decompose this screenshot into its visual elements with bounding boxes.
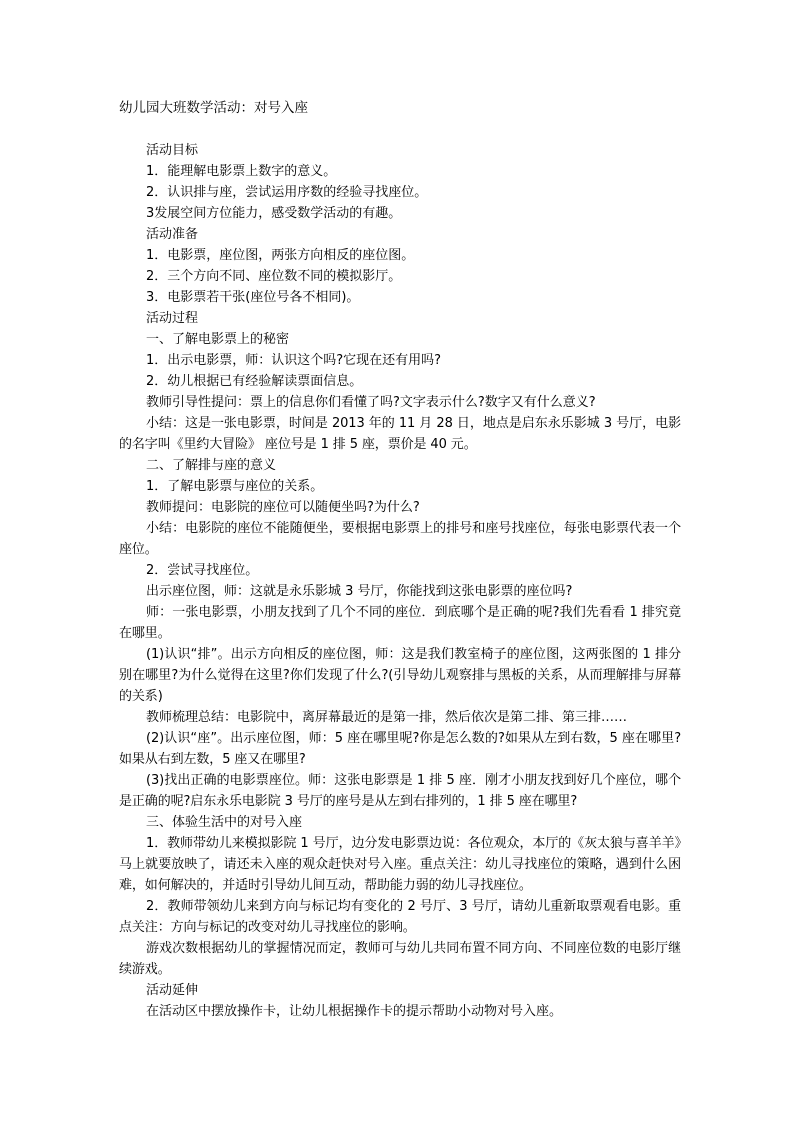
paragraph: 出示座位图，师：这就是永乐影城 3 号厅，你能找到这张电影票的座位吗?	[146, 584, 573, 599]
paragraph: (3)找出正确的电影票座位。师：这张电影票是 1 排 5 座．刚才小朋友找到好几个座位，哪个是正确的呢?启东永乐电影院 3 号厅的座号是从左到右排列的，1 排 5 座在哪里?	[119, 773, 681, 809]
paragraph: (1)认识“排”。出示方向相反的座位图，师：这是我们教室椅子的座位图，这两张图的 1 排分别在哪里?为什么觉得在这里?你们发现了什么?(引导幼儿观察排与黑板的关系，从而理解排与屏幕的关系)	[119, 647, 681, 704]
document-body	[119, 140, 681, 1022]
paragraph: 2．幼儿根据已有经验解读票面信息。	[146, 374, 363, 389]
paragraph: 2．教师带领幼儿来到方向与标记均有变化的 2 号厅、3 号厅，请幼儿重新取票观看电影。重点关注：方向与标记的改变对幼儿寻找座位的影响。	[119, 899, 681, 935]
blank-line	[119, 119, 681, 140]
paragraph: 3．电影票若干张(座位号各不相同)。	[146, 290, 360, 305]
paragraph: 小结：这是一张电影票，时间是 2013 年的 11 月 28 日，地点是启东永乐影城 3 号厅，电影的名字叫《里约大冒险》 座位号是 1 排 5 座，票价是 40 元。	[119, 416, 681, 452]
paragraph: 游戏次数根据幼儿的掌握情况而定，教师可与幼儿共同布置不同方向、不同座位数的电影厅继续游戏。	[119, 941, 681, 977]
paragraph: 活动过程	[146, 311, 199, 326]
paragraph: 在活动区中摆放操作卡，让幼儿根据操作卡的提示帮助小动物对号入座。	[146, 1004, 563, 1019]
paragraph: 教师提问：电影院的座位可以随便坐吗?为什么?	[146, 500, 420, 515]
paragraph: 教师梳理总结：电影院中，离屏幕最近的是第一排，然后依次是第二排、第三排……	[146, 710, 628, 725]
paragraph: 一、了解电影票上的秘密	[146, 332, 290, 347]
paragraph: 教师引导性提问：票上的信息你们看懂了吗?文字表示什么?数字又有什么意义?	[146, 395, 596, 410]
document-page	[119, 98, 681, 1022]
paragraph: 师：一张电影票，小朋友找到了几个不同的座位．到底哪个是正确的呢?我们先看看 1 排究竟在哪里。	[119, 605, 681, 641]
paragraph: 2．三个方向不同、座位数不同的模拟影厅。	[146, 269, 402, 284]
paragraph: 2．尝试寻找座位。	[146, 563, 259, 578]
paragraph: 活动准备	[146, 227, 199, 242]
document-title: 幼儿园大班数学活动：对号入座	[119, 100, 308, 116]
paragraph: 小结：电影院的座位不能随便坐，要根据电影票上的排号和座号找座位，每张电影票代表一个座位。	[119, 521, 681, 557]
paragraph: 3发展空间方位能力，感受数学活动的有趣。	[146, 206, 402, 221]
paragraph: 活动延伸	[146, 983, 199, 998]
paragraph: (2)认识“座”。出示座位图，师：5 座在哪里呢?你是怎么数的?如果从左到右数，5 座在哪里?如果从右到左数，5 座又在哪里?	[119, 731, 681, 767]
paragraph: 三、体验生活中的对号入座	[146, 815, 303, 830]
paragraph: 1．出示电影票，师：认识这个吗?它现在还有用吗?	[146, 353, 442, 368]
paragraph: 1．能理解电影票上数字的意义。	[146, 164, 337, 179]
paragraph: 1．教师带幼儿来模拟影院 1 号厅，边分发电影票边说：各位观众，本厅的《灰太狼与喜羊羊》马上就要放映了，请还未入座的观众赶快对号入座。重点关注：幼儿寻找座位的策略，遇到什么困难，如何解决的，并适时引导幼儿间互动，帮助能力弱的幼儿寻找座位。	[119, 836, 681, 893]
paragraph: 1．电影票，座位图，两张方向相反的座位图。	[146, 248, 415, 263]
paragraph: 1．了解电影票与座位的关系。	[146, 479, 324, 494]
paragraph: 活动目标	[146, 143, 199, 158]
paragraph: 2．认识排与座，尝试运用序数的经验寻找座位。	[146, 185, 428, 200]
paragraph: 二、了解排与座的意义	[146, 458, 277, 473]
